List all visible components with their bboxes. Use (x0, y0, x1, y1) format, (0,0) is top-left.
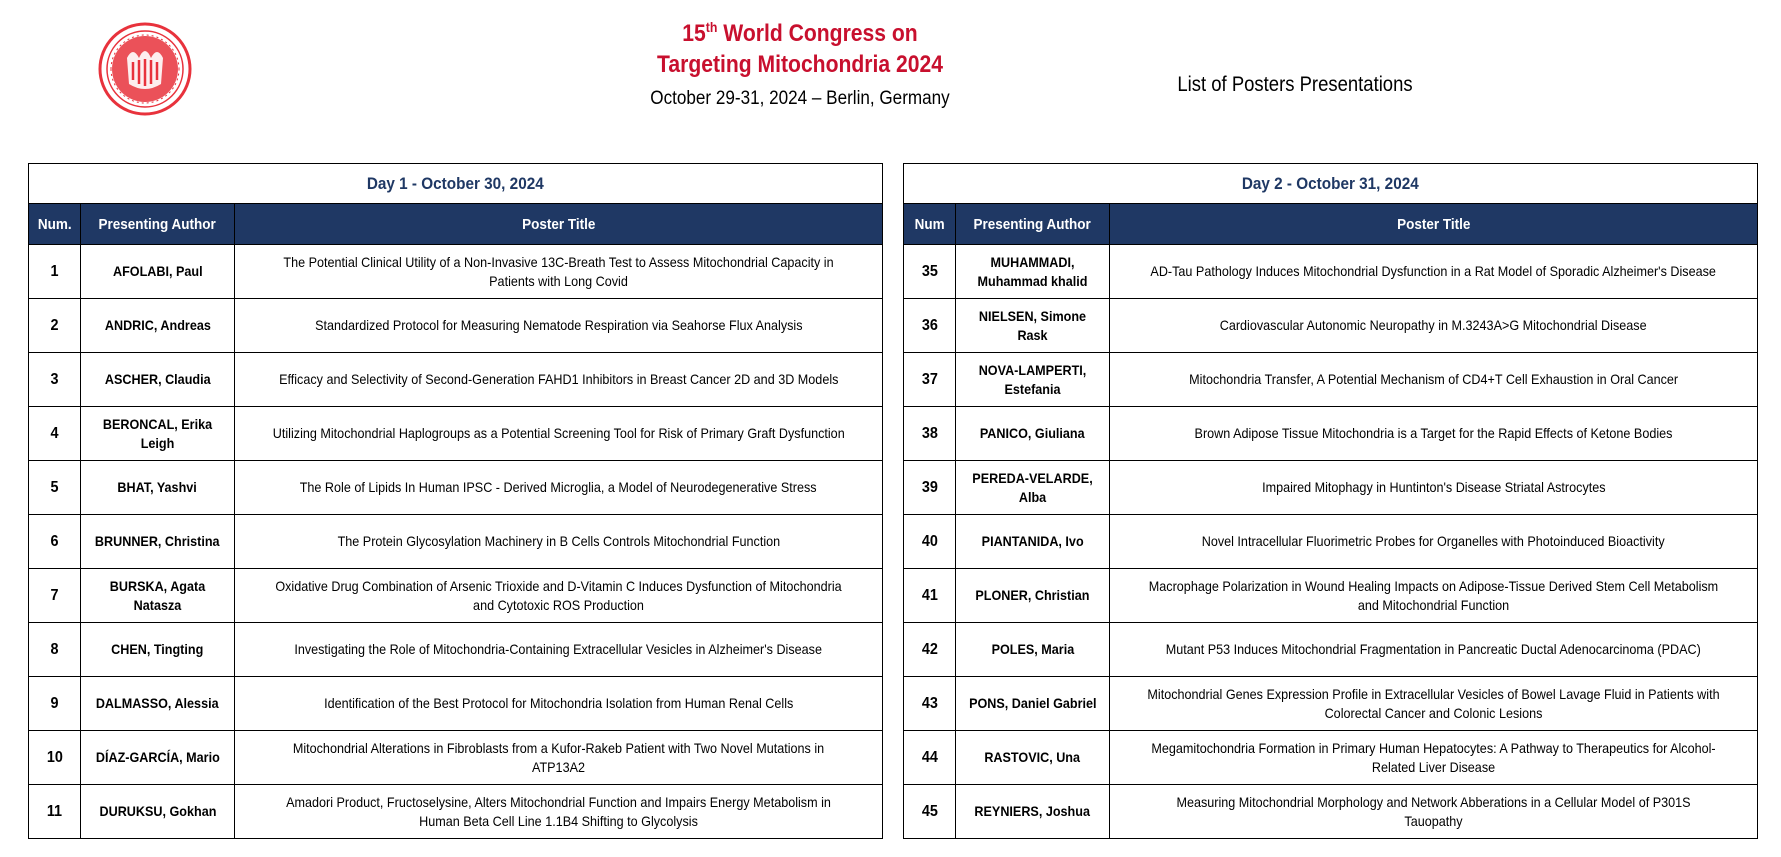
row-poster-title-text: Standardized Protocol for Measuring Nematode Respiration via Seahorse Flux Analysis (314, 317, 803, 333)
table-row (29, 515, 883, 569)
row-author (956, 245, 1110, 299)
row-author-text: NOVA-LAMPERTI, Estefania (978, 361, 1087, 397)
row-author-text: POLES, Maria (991, 641, 1074, 657)
row-author (956, 299, 1110, 353)
row-number (904, 785, 956, 839)
row-poster-title (1110, 461, 1758, 515)
page-bottom-edge (0, 852, 1781, 857)
row-poster-title (1110, 299, 1758, 353)
row-author-text: CHEN, Tingting (111, 641, 204, 657)
table-row (29, 623, 883, 677)
row-poster-title-text: Mitochondria Transfer, A Potential Mechanism of CD4+T Cell Exhaustion in Oral Cancer (1189, 371, 1678, 387)
col-author-label: Presenting Author (973, 215, 1092, 233)
row-number (29, 353, 81, 407)
row-number (904, 353, 956, 407)
row-author (81, 245, 235, 299)
row-author-text: REYNIERS, Joshua (974, 803, 1091, 819)
row-author (956, 731, 1110, 785)
row-author-text: BERONCAL, Erika Leigh (102, 415, 213, 451)
row-poster-title-text: Novel Intracellular Fluorimetric Probes for Organelles with Photoinduced Bioactivity (1202, 533, 1665, 549)
row-poster-title-text: Efficacy and Selectivity of Second-Generation FAHD1 Inhibitors in Breast Cancer 2D and 3D Models (278, 371, 839, 387)
row-number (29, 515, 81, 569)
row-author (956, 461, 1110, 515)
row-number (29, 407, 81, 461)
row-author-text: DALMASSO, Alessia (96, 695, 219, 711)
row-poster-title-text: Mitochondrial Alterations in Fibroblasts from a Kufor-Rakeb Patient with Two Novel Mutations in ATP13A2 (292, 739, 825, 775)
col-num-label: Num. (37, 215, 72, 233)
title-text: World Congress on (717, 20, 918, 47)
row-poster-title (1110, 623, 1758, 677)
table-row (29, 677, 883, 731)
row-poster-title (1110, 677, 1758, 731)
row-poster-title (235, 569, 883, 623)
title-line-1 (589, 18, 1011, 49)
society-logo-icon (97, 18, 193, 120)
row-author-text: PONS, Daniel Gabriel (968, 695, 1097, 711)
row-author-text: BURSKA, Agata Natasza (109, 577, 206, 613)
row-number (904, 623, 956, 677)
row-number-text: 1 (50, 262, 59, 280)
row-author (81, 461, 235, 515)
row-number-text: 36 (921, 316, 938, 334)
table-row (904, 461, 1758, 515)
row-poster-title-text: The Potential Clinical Utility of a Non-Invasive 13C-Breath Test to Assess Mitochondrial Capacity in Patients with Long Covid (283, 253, 834, 289)
row-poster-title-text: Identification of the Best Protocol for Mitochondria Isolation from Human Renal Cells (323, 695, 794, 711)
row-poster-title (1110, 353, 1758, 407)
document-heading: List of Posters Presentations (1177, 73, 1413, 96)
row-poster-title-text: Macrophage Polarization in Wound Healing Impacts on Adipose-Tissue Derived Stem Cell Metabolism and Mitochondrial Function (1148, 577, 1719, 613)
row-poster-title-text: Utilizing Mitochondrial Haplogroups as a Potential Screening Tool for Risk of Primary Graft Dysfunction (272, 425, 845, 441)
col-title-label: Poster Title (1396, 215, 1471, 233)
row-author (956, 569, 1110, 623)
row-author-text: BHAT, Yashvi (117, 479, 198, 495)
row-poster-title-text: Oxidative Drug Combination of Arsenic Trioxide and D-Vitamin C Induces Dysfunction of Mitochondria and Cytotoxic ROS Production (275, 577, 842, 613)
day1-heading-text: Day 1 - October 30, 2024 (367, 173, 544, 193)
row-author (81, 353, 235, 407)
col-title-header (1110, 204, 1758, 245)
row-number (29, 299, 81, 353)
row-number (904, 245, 956, 299)
row-poster-title-text: Megamitochondria Formation in Primary Human Hepatocytes: A Pathway to Therapeutics for Alcohol-Related Liver Disease (1151, 739, 1716, 775)
row-number-text: 45 (921, 802, 938, 820)
row-author (956, 785, 1110, 839)
row-author-text: DÍAZ-GARCÍA, Mario (95, 749, 220, 765)
row-author-text: NIELSEN, Simone Rask (978, 307, 1087, 343)
row-number-text: 6 (50, 532, 59, 550)
col-title-header (235, 204, 883, 245)
row-poster-title (235, 731, 883, 785)
table-row (904, 245, 1758, 299)
dates-location: October 29-31, 2024 – Berlin, Germany (650, 88, 950, 109)
row-poster-title (235, 245, 883, 299)
row-number-text: 42 (921, 640, 938, 658)
row-poster-title (1110, 785, 1758, 839)
table-row (904, 569, 1758, 623)
table-row (29, 299, 883, 353)
row-poster-title (235, 515, 883, 569)
row-author-text: BRUNNER, Christina (95, 533, 220, 549)
row-number (29, 785, 81, 839)
row-author (956, 407, 1110, 461)
row-poster-title-text: The Protein Glycosylation Machinery in B Cells Controls Mitochondrial Function (337, 533, 780, 549)
row-number-text: 2 (50, 316, 59, 334)
row-poster-title-text: Measuring Mitochondrial Morphology and Network Abberations in a Cellular Model of P301S Tauopathy (1176, 793, 1691, 829)
row-poster-title-text: Impaired Mitophagy in Huntinton's Disease Striatal Astrocytes (1261, 479, 1606, 495)
row-poster-title (1110, 569, 1758, 623)
row-poster-title-text: AD-Tau Pathology Induces Mitochondrial Dysfunction in a Rat Model of Sporadic Alzheimer's Disease (1150, 263, 1717, 279)
row-poster-title (235, 623, 883, 677)
table-row (904, 785, 1758, 839)
row-poster-title (235, 407, 883, 461)
table-row (904, 353, 1758, 407)
row-number-text: 9 (50, 694, 59, 712)
table-row (29, 245, 883, 299)
table-row (904, 299, 1758, 353)
row-author (81, 677, 235, 731)
row-number (904, 515, 956, 569)
congress-title (560, 18, 1040, 110)
row-author-text: RASTOVIC, Una (984, 749, 1081, 765)
col-num-label: Num (914, 215, 945, 233)
row-author (956, 353, 1110, 407)
row-poster-title (235, 353, 883, 407)
row-author-text: DURUKSU, Gokhan (99, 803, 216, 819)
row-poster-title-text: Investigating the Role of Mitochondria-Containing Extracellular Vesicles in Alzheimer's Disease (294, 641, 823, 657)
row-number-text: 4 (50, 424, 59, 442)
row-number (29, 731, 81, 785)
col-num-header (29, 204, 81, 245)
table-row (29, 407, 883, 461)
row-author (81, 299, 235, 353)
table-row (29, 353, 883, 407)
row-poster-title (235, 785, 883, 839)
row-number (904, 299, 956, 353)
day2-heading (904, 164, 1758, 204)
title-line-2: Targeting Mitochondria 2024 (657, 51, 943, 78)
col-num-header (904, 204, 956, 245)
row-number (29, 677, 81, 731)
row-number (904, 569, 956, 623)
col-author-header (81, 204, 235, 245)
row-author-text: PANICO, Giuliana (980, 425, 1085, 441)
row-author-text: ANDRIC, Andreas (104, 317, 211, 333)
row-number-text: 5 (50, 478, 59, 496)
row-number (904, 731, 956, 785)
table-row (29, 731, 883, 785)
row-author (956, 677, 1110, 731)
table-row (29, 785, 883, 839)
row-poster-title-text: Brown Adipose Tissue Mitochondria is a Target for the Rapid Effects of Ketone Bodies (1194, 425, 1673, 441)
row-author-text: PEREDA-VELARDE, Alba (972, 469, 1093, 505)
row-poster-title-text: The Role of Lipids In Human IPSC - Derived Microglia, a Model of Neurodegenerative Stress (300, 479, 817, 495)
row-author-text: MUHAMMADI, Muhammad khalid (977, 253, 1088, 289)
row-number-text: 8 (50, 640, 59, 658)
row-poster-title (235, 299, 883, 353)
title-ordinal: th (705, 19, 718, 35)
row-author (956, 623, 1110, 677)
row-poster-title (1110, 407, 1758, 461)
table-row (904, 731, 1758, 785)
row-poster-title-text: Amadori Product, Fructoselysine, Alters Mitochondrial Function and Impairs Energy Metabolism in Human Beta Cell Line 1.1B4 Shifting to Glycolysis (286, 793, 831, 829)
row-number-text: 10 (46, 748, 63, 766)
row-number (29, 569, 81, 623)
table-row (904, 515, 1758, 569)
row-number-text: 41 (921, 586, 938, 604)
row-number-text: 43 (921, 694, 938, 712)
row-poster-title (1110, 245, 1758, 299)
row-author-text: PLONER, Christian (975, 587, 1090, 603)
row-number-text: 11 (46, 802, 63, 820)
row-poster-title (1110, 731, 1758, 785)
row-poster-title (235, 461, 883, 515)
row-number (29, 245, 81, 299)
row-poster-title (1110, 515, 1758, 569)
col-author-header (956, 204, 1110, 245)
row-number (904, 461, 956, 515)
row-number (904, 407, 956, 461)
row-poster-title-text: Cardiovascular Autonomic Neuropathy in M.3243A>G Mitochondrial Disease (1220, 317, 1647, 333)
row-author (81, 623, 235, 677)
row-author (81, 407, 235, 461)
row-number-text: 44 (921, 748, 938, 766)
day2-heading-text: Day 2 - October 31, 2024 (1242, 173, 1419, 193)
day2-poster-table (903, 163, 1758, 839)
row-poster-title-text: Mutant P53 Induces Mitochondrial Fragmentation in Pancreatic Ductal Adenocarcinoma (PDAC) (1165, 641, 1702, 657)
row-number-text: 39 (921, 478, 938, 496)
row-author (956, 515, 1110, 569)
row-number-text: 3 (50, 370, 59, 388)
day1-heading (29, 164, 883, 204)
row-number-text: 38 (921, 424, 938, 442)
table-row (29, 461, 883, 515)
row-number (29, 461, 81, 515)
table-row (904, 677, 1758, 731)
row-author-text: AFOLABI, Paul (112, 263, 203, 279)
table-row (904, 623, 1758, 677)
row-poster-title (235, 677, 883, 731)
day1-poster-table (28, 163, 883, 839)
row-number-text: 7 (50, 586, 59, 604)
col-title-label: Poster Title (521, 215, 596, 233)
table-row (29, 569, 883, 623)
col-author-label: Presenting Author (98, 215, 217, 233)
row-poster-title-text: Mitochondrial Genes Expression Profile in Extracellular Vesicles of Bowel Lavage Fluid in Patients with Colorectal Cancer and Colonic Lesions (1147, 685, 1720, 721)
row-number (29, 623, 81, 677)
row-author (81, 515, 235, 569)
row-author (81, 785, 235, 839)
row-author (81, 731, 235, 785)
row-author (81, 569, 235, 623)
title-number: 15 (682, 20, 706, 47)
row-number-text: 37 (921, 370, 938, 388)
row-number-text: 40 (921, 532, 938, 550)
row-number-text: 35 (921, 262, 938, 280)
table-row (904, 407, 1758, 461)
row-author-text: PIANTANIDA, Ivo (981, 533, 1084, 549)
row-author-text: ASCHER, Claudia (104, 371, 211, 387)
row-number (904, 677, 956, 731)
